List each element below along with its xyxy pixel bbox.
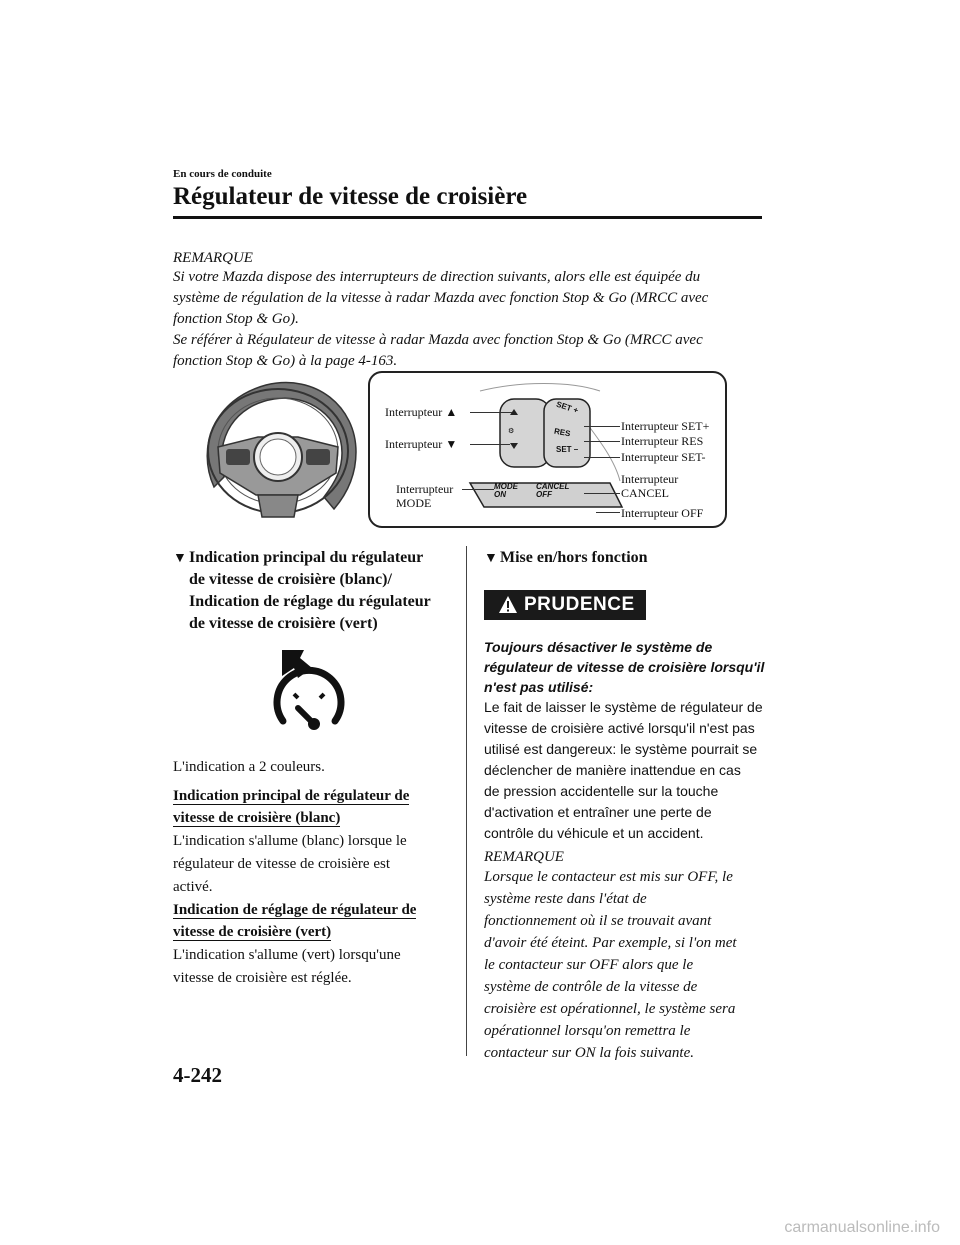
heading-on-off: Mise en/hors fonction xyxy=(500,549,648,566)
svg-text:⚙: ⚙ xyxy=(508,428,515,435)
leader-line xyxy=(584,493,620,494)
heading-line: de vitesse de croisière (vert) xyxy=(189,615,378,632)
note-top-line: Se référer à Régulateur de vitesse à radar Mazda avec fonction Stop & Go (MRCC avec xyxy=(173,332,703,348)
switch-figure xyxy=(368,371,727,528)
note-top-line: fonction Stop & Go). xyxy=(173,311,299,327)
note-top-line: système de régulation de la vitesse à radar Mazda avec fonction Stop & Go (MRCC avec xyxy=(173,290,709,306)
caution-bold-line: n'est pas utilisé: xyxy=(484,679,594,695)
set-label: SET xyxy=(556,445,572,454)
callout-mode-line2: MODE xyxy=(396,496,432,510)
callout-cancel-line1: Interrupteur xyxy=(621,472,679,486)
callout-mode-line1: Interrupteur xyxy=(396,482,454,496)
callout-up xyxy=(385,405,457,419)
paragraph-line: L'indication s'allume (vert) lorsqu'une xyxy=(173,947,401,963)
paragraph-line: vitesse de croisière est réglée. xyxy=(173,970,352,986)
off-label: OFF xyxy=(536,490,552,499)
colors-text: L'indication a 2 couleurs. xyxy=(173,759,325,775)
column-divider xyxy=(466,546,467,1056)
note-top xyxy=(173,250,773,372)
paragraph-line: activé. xyxy=(173,879,213,895)
callout-set-minus: Interrupteur SET- xyxy=(621,450,706,464)
section-label: En cours de conduite xyxy=(173,168,272,180)
sub-heading-line: vitesse de croisière (blanc) xyxy=(173,810,341,826)
caution-line: vitesse de croisière activé lorsqu'il n'est pas xyxy=(484,720,755,736)
sub-heading-set xyxy=(173,899,416,943)
set-label: SET xyxy=(555,399,573,414)
minus-label: – xyxy=(573,445,579,454)
sub-heading-main xyxy=(173,785,409,829)
caution-line: d'activation et entraîner une perte de xyxy=(484,804,712,820)
down-triangle-icon: ▼ xyxy=(445,437,458,451)
callout-up-text: Interrupteur xyxy=(385,405,443,419)
note-right-line: système de contrôle de la vitesse de xyxy=(484,979,698,995)
callout-set-plus: Interrupteur SET+ xyxy=(621,419,710,433)
res-button[interactable]: RES xyxy=(553,426,572,439)
heading-line: Indication de réglage du régulateur xyxy=(189,593,431,610)
leader-line xyxy=(462,489,494,490)
callout-cancel-line2: CANCEL xyxy=(621,486,669,500)
note-right-line: Lorsque le contacteur est mis sur OFF, le xyxy=(484,869,733,885)
caution-line: contrôle du véhicule et un accident. xyxy=(484,825,704,841)
caution-banner xyxy=(484,590,646,620)
section-marker-icon: ▼ xyxy=(484,551,498,566)
set-minus-button[interactable] xyxy=(556,445,578,454)
mode-button[interactable] xyxy=(494,483,518,499)
note-right-line: d'avoir été éteint. Par exemple, si l'on met xyxy=(484,935,737,951)
caution-label: PRUDENCE xyxy=(524,594,635,615)
leader-line xyxy=(584,426,620,427)
note-right-label: REMARQUE xyxy=(484,849,564,865)
note-right-line: croisière est opérationnel, le système sera xyxy=(484,1001,736,1017)
callout-cancel xyxy=(621,472,678,500)
mode-label: MODE xyxy=(494,482,518,491)
paragraph-line: L'indication s'allume (blanc) lorsque le xyxy=(173,833,407,849)
leader-line xyxy=(470,412,512,413)
cancel-button[interactable] xyxy=(536,483,569,499)
callout-down xyxy=(385,437,457,451)
note-right-line: contacteur sur ON la fois suivante. xyxy=(484,1045,694,1061)
caution-line: utilisé est dangereux: le système pourrait se xyxy=(484,741,758,757)
sub-heading-line: vitesse de croisière (vert) xyxy=(173,924,332,940)
note-right xyxy=(484,849,769,1064)
watermark: carmanualsonline.info xyxy=(784,1219,940,1236)
heading-line: de vitesse de croisière (blanc)/ xyxy=(189,571,392,588)
switch-closeup xyxy=(460,381,625,521)
cruise-control-indicator-icon xyxy=(268,648,350,734)
paragraph-main xyxy=(173,830,407,899)
steering-wheel-illustration xyxy=(196,377,366,525)
note-right-line: système reste dans l'état de xyxy=(484,891,647,907)
note-right-line: fonctionnement où il se trouvait avant xyxy=(484,913,712,929)
paragraph-set xyxy=(173,944,401,990)
note-top-label: REMARQUE xyxy=(173,250,253,266)
note-right-line: opérationnel lorsqu'on remettra le xyxy=(484,1023,691,1039)
note-top-line: Si votre Mazda dispose des interrupteurs de direction suivants, alors elle est équipée du xyxy=(173,269,701,285)
section-marker-icon: ▼ xyxy=(173,551,187,566)
warning-icon xyxy=(498,595,518,615)
caution-content xyxy=(484,637,769,844)
callout-res: Interrupteur RES xyxy=(621,434,704,448)
caution-line: Le fait de laisser le système de régulateur de xyxy=(484,699,763,715)
callout-off: Interrupteur OFF xyxy=(621,506,704,520)
leader-line xyxy=(584,457,620,458)
note-top-line: fonction Stop & Go) à la page 4-163. xyxy=(173,353,398,369)
note-right-line: le contacteur sur OFF alors que le xyxy=(484,957,694,973)
page-title: Régulateur de vitesse de croisière xyxy=(173,183,528,210)
callout-mode xyxy=(396,482,453,510)
heading-line: Indication principal du régulateur xyxy=(189,549,424,566)
caution-line: déclencher de manière inattendue en cas xyxy=(484,762,741,778)
on-label: ON xyxy=(494,490,506,499)
leader-line xyxy=(584,441,620,442)
cancel-label: CANCEL xyxy=(536,482,570,491)
page-number: 4-242 xyxy=(173,1063,222,1087)
paragraph-line: régulateur de vitesse de croisière est xyxy=(173,856,390,872)
heading-indication xyxy=(189,547,431,635)
sub-heading-line: Indication principal de régulateur de xyxy=(173,788,410,804)
callout-down-text: Interrupteur xyxy=(385,437,443,451)
sub-heading-line: Indication de réglage de régulateur de xyxy=(173,902,417,918)
caution-bold-line: Toujours désactiver le système de xyxy=(484,639,713,655)
leader-line xyxy=(470,444,510,445)
title-rule xyxy=(173,216,762,219)
leader-line xyxy=(596,512,620,513)
caution-line: de pression accidentelle sur la touche xyxy=(484,783,719,799)
plus-label: + xyxy=(572,405,580,416)
caution-bold-line: régulateur de vitesse de croisière lorsqu'il xyxy=(484,659,765,675)
up-triangle-icon: ▲ xyxy=(445,405,458,419)
